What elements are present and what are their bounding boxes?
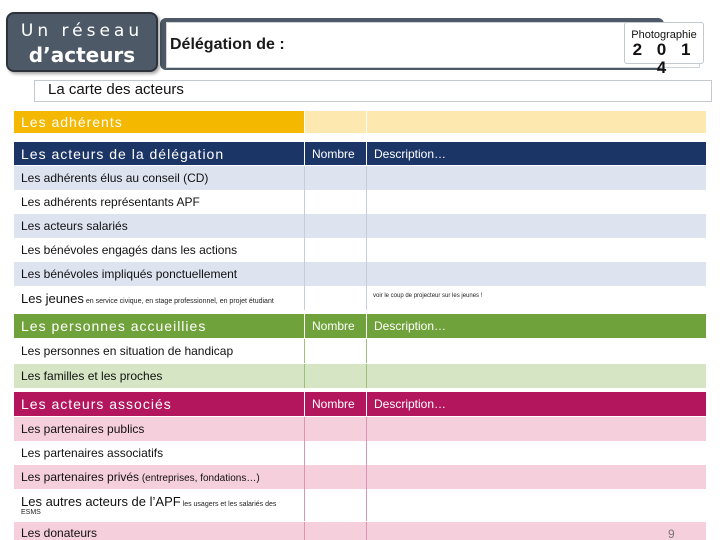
description-cell[interactable] bbox=[366, 238, 706, 262]
row-label-cell bbox=[14, 339, 304, 363]
row-label-cell bbox=[14, 417, 304, 441]
photo-year: 2 0 1 4 bbox=[632, 40, 696, 77]
row-label-cell bbox=[14, 238, 304, 262]
jeunes-label bbox=[21, 290, 274, 308]
associes-title: Les acteurs associés bbox=[21, 396, 172, 412]
nombre-header-label: Nombre bbox=[312, 319, 355, 333]
prives-detail: (entreprises, fondations…) bbox=[139, 473, 260, 484]
row-label: Les bénévoles impliqués ponctuellement bbox=[21, 267, 238, 281]
delegation-header-row bbox=[14, 142, 706, 165]
table-row bbox=[14, 417, 706, 441]
nombre-header-label: Nombre bbox=[312, 147, 355, 161]
row-label: Les personnes en situation de handicap bbox=[21, 344, 234, 358]
nombre-cell[interactable] bbox=[304, 339, 366, 363]
logo-line1: Un réseau bbox=[20, 21, 144, 41]
nombre-cell[interactable] bbox=[304, 214, 366, 238]
row-label: Les donateurs bbox=[21, 526, 98, 540]
adherents-description-cell[interactable] bbox=[366, 111, 706, 133]
nombre-cell[interactable] bbox=[304, 286, 366, 310]
description-cell[interactable] bbox=[366, 489, 706, 521]
delegation-title: Les acteurs de la délégation bbox=[21, 146, 225, 162]
table-row bbox=[14, 214, 706, 238]
delegation-label: Délégation de : bbox=[170, 36, 285, 53]
row-label: Les bénévoles engagés dans les actions bbox=[21, 243, 238, 257]
table-row bbox=[14, 465, 706, 489]
delegation-nombre-header bbox=[304, 142, 366, 165]
row-label: Les acteurs salariés bbox=[21, 219, 128, 233]
nombre-cell[interactable] bbox=[304, 465, 366, 489]
row-label-cell bbox=[14, 489, 304, 521]
description-cell[interactable] bbox=[366, 417, 706, 441]
description-cell[interactable] bbox=[366, 262, 706, 286]
description-header-label: Description… bbox=[374, 147, 447, 161]
prives-main: Les partenaires privés bbox=[21, 470, 140, 484]
table-row bbox=[14, 441, 706, 465]
nombre-cell[interactable] bbox=[304, 190, 366, 214]
row-label-cell bbox=[14, 522, 304, 540]
table-row bbox=[14, 262, 706, 286]
autres-detail: les usagers et les salariés des bbox=[180, 501, 277, 508]
table-row bbox=[14, 489, 706, 521]
associes-title-cell bbox=[14, 392, 304, 416]
nombre-cell[interactable] bbox=[304, 522, 366, 540]
jeunes-detail: en service civique, en stage professionnel, en projet étudiant bbox=[83, 298, 274, 305]
nombre-cell[interactable] bbox=[304, 262, 366, 286]
row-label-cell bbox=[14, 190, 304, 214]
adherents-nombre-cell[interactable] bbox=[304, 111, 366, 133]
nombre-cell[interactable] bbox=[304, 238, 366, 262]
table-row bbox=[14, 522, 706, 540]
page-subtitle: La carte des acteurs bbox=[48, 81, 184, 98]
description-header-label: Description… bbox=[374, 397, 447, 411]
description-cell[interactable] bbox=[366, 339, 706, 363]
adherents-title: Les adhérents bbox=[21, 114, 123, 130]
description-cell[interactable] bbox=[366, 190, 706, 214]
row-label: Les adhérents représentants APF bbox=[21, 195, 200, 209]
autres-label bbox=[21, 493, 276, 511]
accueillies-header-row bbox=[14, 314, 706, 338]
row-label-cell bbox=[14, 166, 304, 190]
table-row bbox=[14, 166, 706, 190]
jeunes-main: Les jeunes bbox=[21, 291, 84, 306]
photo-badge bbox=[624, 22, 704, 77]
adherents-header-row bbox=[14, 111, 706, 133]
jeunes-note: voir le coup de projecteur sur les jeunes ! bbox=[373, 293, 483, 299]
accueillies-description-header bbox=[366, 314, 706, 338]
nombre-cell[interactable] bbox=[304, 489, 366, 521]
description-cell[interactable] bbox=[366, 364, 706, 388]
description-cell[interactable] bbox=[366, 166, 706, 190]
table-row bbox=[14, 339, 706, 363]
logo bbox=[6, 12, 158, 72]
logo-line2: d’acteurs bbox=[28, 43, 136, 67]
associes-description-header bbox=[366, 392, 706, 416]
autres-main: Les autres acteurs de l’APF bbox=[21, 494, 181, 509]
row-label-cell bbox=[14, 465, 304, 489]
accueillies-title: Les personnes accueillies bbox=[21, 318, 207, 334]
nombre-cell[interactable] bbox=[304, 417, 366, 441]
row-label: Les partenaires associatifs bbox=[21, 446, 164, 460]
prives-label bbox=[21, 470, 260, 484]
table-row bbox=[14, 364, 706, 388]
nombre-cell[interactable] bbox=[304, 441, 366, 465]
associes-nombre-header bbox=[304, 392, 366, 416]
description-cell[interactable] bbox=[366, 441, 706, 465]
row-label: Les adhérents élus au conseil (CD) bbox=[21, 171, 209, 185]
accueillies-nombre-header bbox=[304, 314, 366, 338]
description-cell[interactable] bbox=[366, 522, 706, 540]
delegation-description-header bbox=[366, 142, 706, 165]
description-header-label: Description… bbox=[374, 319, 447, 333]
row-label-cell bbox=[14, 364, 304, 388]
description-cell[interactable] bbox=[366, 214, 706, 238]
nombre-cell[interactable] bbox=[304, 364, 366, 388]
table-row bbox=[14, 190, 706, 214]
row-label-cell bbox=[14, 286, 304, 310]
nombre-cell[interactable] bbox=[304, 166, 366, 190]
row-label-cell bbox=[14, 441, 304, 465]
row-label-cell bbox=[14, 214, 304, 238]
description-cell[interactable] bbox=[366, 465, 706, 489]
row-label: Les familles et les proches bbox=[21, 369, 163, 383]
autres-detail-2: ESMS bbox=[21, 509, 41, 516]
row-label-cell bbox=[14, 262, 304, 286]
nombre-header-label: Nombre bbox=[312, 397, 355, 411]
row-label: Les partenaires publics bbox=[21, 422, 145, 436]
description-cell[interactable] bbox=[366, 286, 706, 310]
table-row bbox=[14, 286, 706, 310]
accueillies-title-cell bbox=[14, 314, 304, 338]
associes-header-row bbox=[14, 392, 706, 416]
photo-label: Photographie bbox=[631, 29, 697, 41]
table-row bbox=[14, 238, 706, 262]
delegation-title-cell bbox=[14, 142, 304, 165]
page-number: 9 bbox=[668, 527, 675, 540]
adherents-title-cell bbox=[14, 111, 304, 133]
